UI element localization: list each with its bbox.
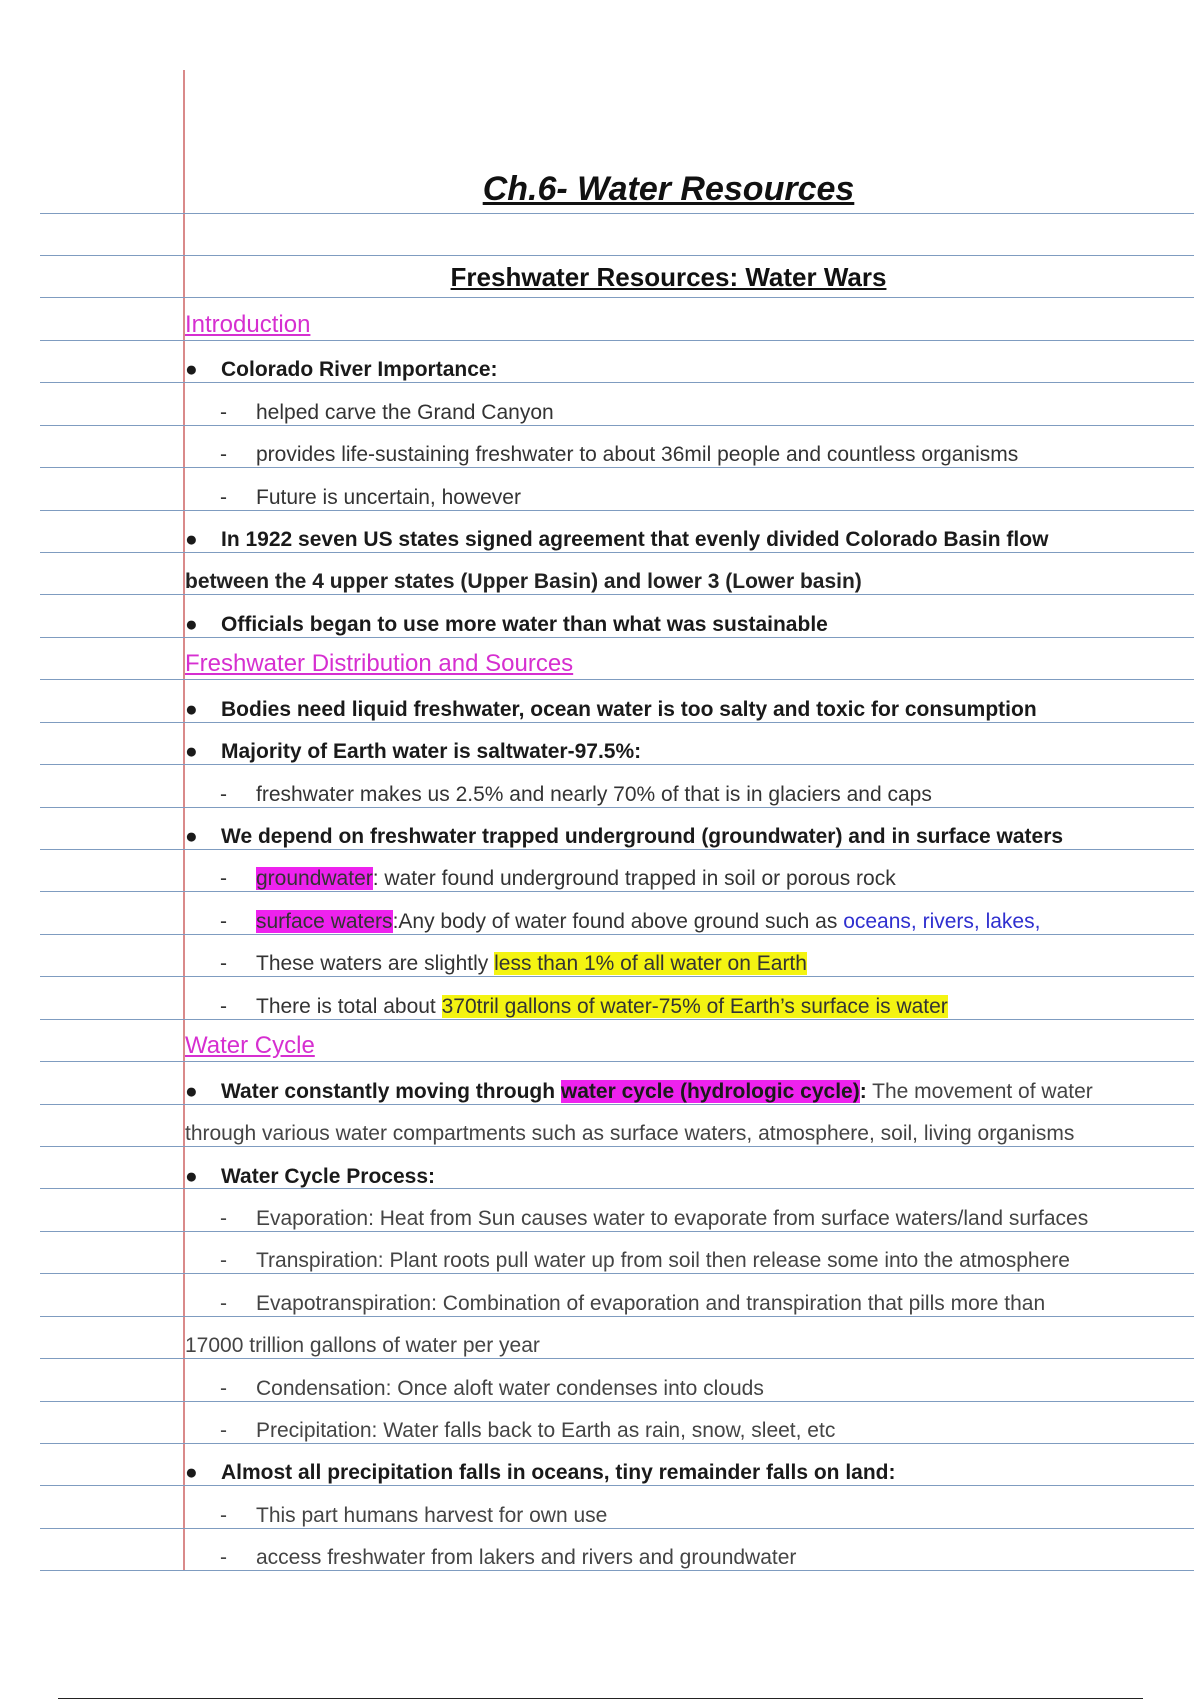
dash-item (220, 904, 1040, 940)
bullet-item (185, 352, 498, 388)
highlight-term: water cycle (hydrologic cycle) (560, 1080, 860, 1103)
highlight-text: 370tril gallons of water-75% of Earth’s surface is water (441, 995, 948, 1018)
bullet-item (185, 819, 1063, 855)
highlight-text: less than 1% of all water on Earth (494, 952, 807, 975)
dash-text: There is total about (256, 995, 442, 1018)
dash-icon: - (220, 1292, 227, 1315)
bullet-text: : (859, 1080, 867, 1103)
dash-item (220, 437, 1018, 473)
ruled-line (40, 510, 1194, 511)
dash-item (220, 1201, 1088, 1237)
ruled-line (40, 1528, 1194, 1529)
dash-item (220, 395, 554, 431)
bullet-icon: ● (185, 1080, 198, 1103)
dash-item (220, 480, 521, 516)
dash-text: Condensation: Once aloft water condenses into clouds (256, 1377, 764, 1400)
highlight-term: surface waters (256, 910, 393, 933)
dash-item (220, 1243, 1070, 1279)
dash-text: helped carve the Grand Canyon (256, 401, 554, 424)
bullet-item (185, 692, 1037, 728)
dash-item (220, 989, 948, 1025)
bullet-continuation: between the 4 upper states (Upper Basin) and lower 3 (Lower basin) (185, 570, 862, 593)
page-bottom-rule (58, 1698, 1143, 1699)
dash-text: Transpiration: Plant roots pull water up from soil then release some into the atmosphere (256, 1249, 1070, 1272)
dash-icon: - (220, 867, 227, 890)
dash-icon: - (220, 1377, 227, 1400)
bullet-text: Water Cycle Process: (221, 1165, 435, 1188)
blue-text: oceans, rivers, lakes, (843, 910, 1041, 933)
dash-text: These waters are slightly (256, 952, 495, 975)
bullet-text: In 1922 seven US states signed agreement that evenly divided Colorado Basin flow (221, 528, 1049, 551)
bullet-item (185, 1455, 895, 1491)
bullet-text: We depend on freshwater trapped underground (groundwater) and in surface waters (221, 825, 1064, 848)
dash-icon: - (220, 1207, 227, 1230)
dash-item (220, 1498, 607, 1534)
dash-continuation: 17000 trillion gallons of water per year (185, 1334, 540, 1357)
bullet-icon: ● (185, 358, 198, 381)
dash-text: provides life-sustaining freshwater to about 36mil people and countless organisms (256, 443, 1019, 466)
dash-icon: - (220, 952, 227, 975)
dash-text: access freshwater from lakers and rivers and groundwater (256, 1546, 797, 1569)
bullet-text: Majority of Earth water is saltwater-97.5%: (221, 740, 642, 763)
page-title: Ch.6- Water Resources (482, 170, 855, 208)
bullet-item (185, 734, 641, 770)
ruled-line (40, 425, 1194, 426)
bullet-icon: ● (185, 1461, 198, 1484)
bullet-text: Almost all precipitation falls in oceans, tiny remainder falls on land: (221, 1461, 896, 1484)
highlight-term: groundwater (256, 867, 373, 890)
dash-icon: - (220, 443, 227, 466)
bullet-item (185, 522, 1048, 558)
ruled-line (40, 255, 1194, 256)
dash-icon: - (220, 1504, 227, 1527)
dash-icon: - (220, 1249, 227, 1272)
bullet-icon: ● (185, 698, 198, 721)
dash-icon: - (220, 1546, 227, 1569)
ruled-line (40, 213, 1194, 214)
dash-text: : water found underground trapped in soil or porous rock (372, 867, 896, 890)
dash-item (220, 946, 807, 982)
dash-item (220, 777, 932, 813)
dash-text: This part humans harvest for own use (256, 1504, 608, 1527)
bullet-text: Water constantly moving through (221, 1080, 561, 1103)
bullet-icon: ● (185, 613, 198, 636)
bullet-icon: ● (185, 528, 198, 551)
dash-item (220, 1371, 764, 1407)
bullet-item (185, 1074, 1093, 1110)
bullet-icon: ● (185, 825, 198, 848)
dash-icon: - (220, 910, 227, 933)
bullet-item (185, 607, 828, 643)
bullet-icon: ● (185, 1165, 198, 1188)
dash-icon: - (220, 995, 227, 1018)
bullet-text: Colorado River Importance: (221, 358, 498, 381)
section-heading-introduction: Introduction (185, 311, 311, 338)
section-heading-water-cycle: Water Cycle (185, 1032, 315, 1059)
dash-text: Evapotranspiration: Combination of evaporation and transpiration that pills more than (256, 1292, 1046, 1315)
dash-text: freshwater makes us 2.5% and nearly 70% of that is in glaciers and caps (256, 783, 932, 806)
dash-text: Future is uncertain, however (256, 486, 521, 509)
dash-item (220, 1413, 835, 1449)
dash-text: :Any body of water found above ground such as (392, 910, 844, 933)
dash-text: Evaporation: Heat from Sun causes water to evaporate from surface waters/land surfaces (256, 1207, 1089, 1230)
page-subtitle: Freshwater Resources: Water Wars (450, 262, 887, 292)
section-heading-distribution: Freshwater Distribution and Sources (185, 650, 574, 677)
dash-item (220, 1286, 1045, 1322)
bullet-item (185, 1159, 435, 1195)
bullet-icon: ● (185, 740, 198, 763)
bullet-continuation: through various water compartments such as surface waters, atmosphere, soil, living organisms (185, 1122, 1075, 1145)
dash-icon: - (220, 486, 227, 509)
dash-item (220, 861, 896, 897)
ruled-line (40, 297, 1194, 298)
dash-icon: - (220, 401, 227, 424)
bullet-text: Bodies need liquid freshwater, ocean water is too salty and toxic for consumption (221, 698, 1037, 721)
dash-icon: - (220, 1419, 227, 1442)
definition-text: The movement of water (866, 1080, 1093, 1103)
dash-item (220, 1540, 796, 1576)
bullet-text: Officials began to use more water than what was sustainable (221, 613, 828, 636)
dash-icon: - (220, 783, 227, 806)
dash-text: Precipitation: Water falls back to Earth as rain, snow, sleet, etc (256, 1419, 836, 1442)
